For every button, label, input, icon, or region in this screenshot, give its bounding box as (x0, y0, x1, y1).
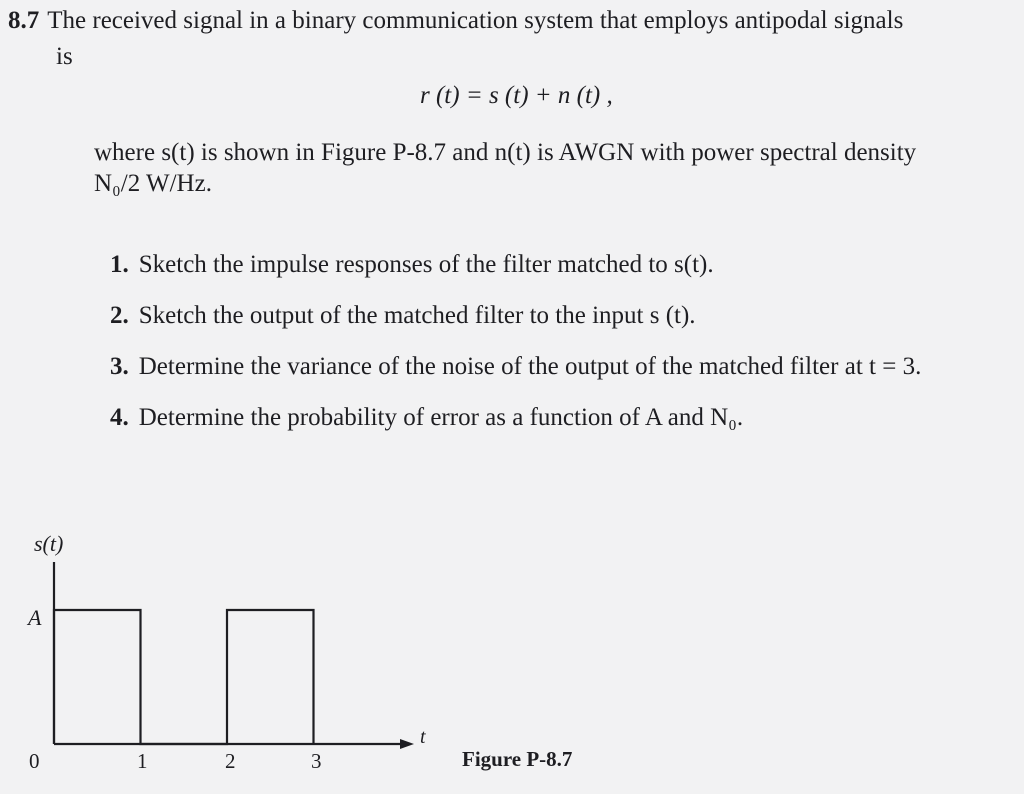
question-number: 4. (110, 404, 129, 431)
y-tick-label-A: A (28, 605, 42, 630)
figure-caption: Figure P-8.7 (462, 747, 573, 771)
signal-description (94, 137, 1024, 199)
x-axis-arrow (400, 739, 414, 749)
question-number: 1. (110, 251, 129, 278)
signal-waveform-line (54, 610, 314, 744)
received-signal-equation: r (t) = s (t) + n (t) , (420, 82, 613, 109)
x-tick-label-1: 1 (137, 749, 148, 773)
x-axis-label: t (420, 726, 426, 748)
question-text: Sketch the impulse responses of the filter matched to s(t). (138, 251, 714, 278)
signal-description-line-2: N₀/2 W/Hz. (94, 170, 212, 197)
y-axis-label: s(t) (34, 531, 64, 556)
x-tick-label-3: 3 (311, 749, 322, 773)
signal-figure (0, 520, 1024, 794)
question-item-1 (110, 250, 921, 301)
signal-pulses (54, 610, 314, 744)
question-item-2 (110, 301, 921, 352)
problem-heading (8, 6, 903, 36)
question-list (110, 250, 921, 454)
problem-intro-continuation: is (56, 43, 73, 70)
question-text: Determine the variance of the noise of the output of the matched filter at t = 3. (138, 353, 922, 380)
question-text: Determine the probability of error as a function of A and N₀. (138, 404, 744, 431)
x-tick-label-2: 2 (225, 749, 236, 773)
signal-description-line-1: where s(t) is shown in Figure P-8.7 and n(t) is AWGN with power spectral density (94, 139, 917, 166)
question-item-3 (110, 352, 921, 403)
problem-intro: The received signal in a binary communication system that employs antipodal signals (47, 7, 904, 34)
x-tick-label-0: 0 (29, 749, 40, 773)
question-text: Sketch the output of the matched filter to the input s (t). (138, 302, 696, 329)
problem-number: 8.7 (8, 7, 40, 34)
question-number: 3. (110, 353, 129, 380)
question-number: 2. (110, 302, 129, 329)
question-item-4 (110, 403, 921, 454)
